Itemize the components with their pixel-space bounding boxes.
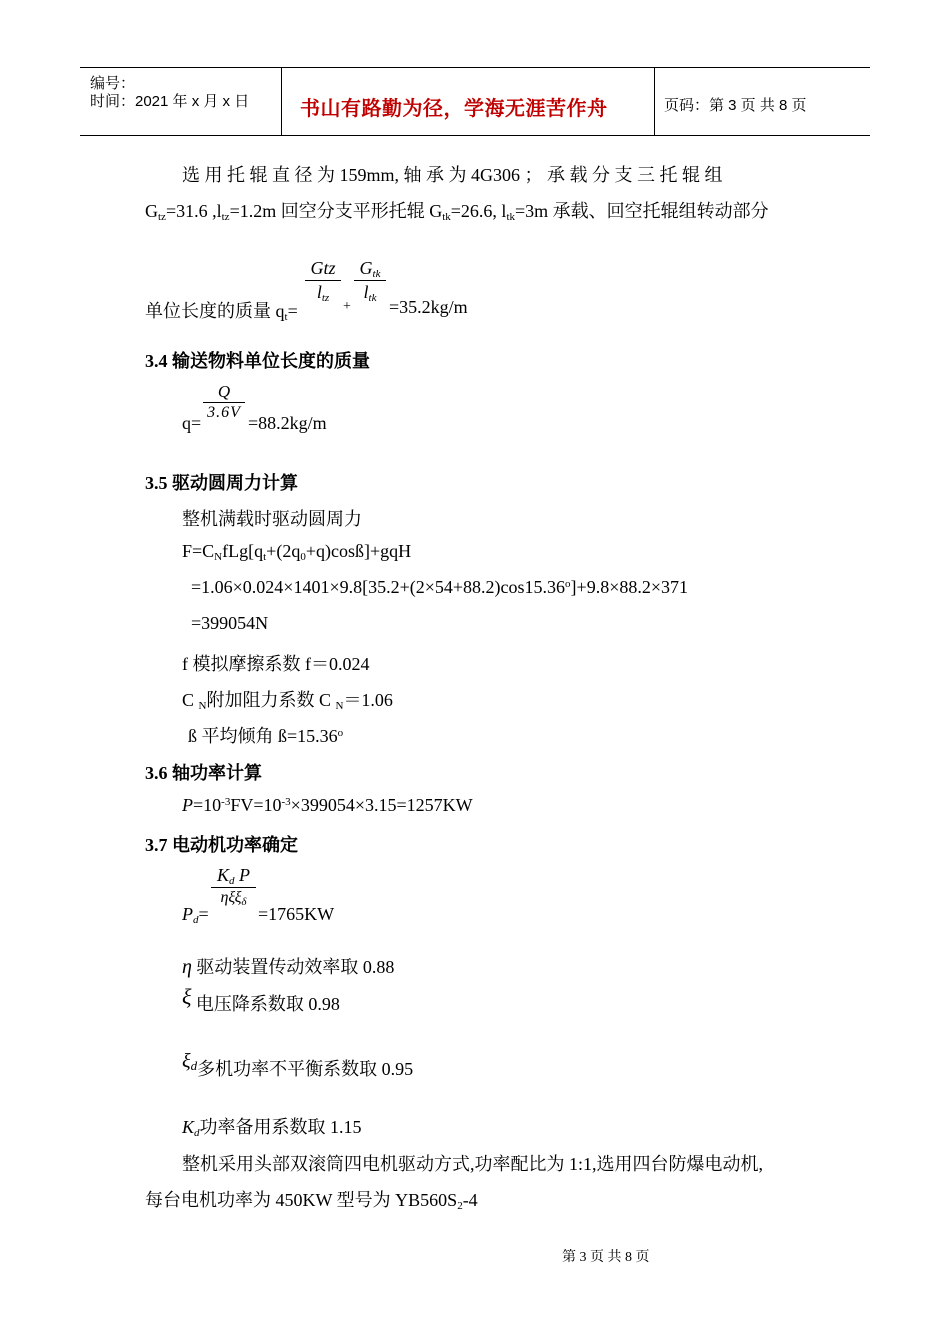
heading-3-5: 3.5 驱动圆周力计算	[145, 473, 298, 493]
header-motto: 书山有路勤为径，学海无涯苦作舟	[300, 98, 608, 120]
paragraph-idler-line2: $G_{tz}=31.6$ $,l_{tz}=1.2m$ 回空分支平形托辊 $G_{tk}=26.6$, $l_{tk}=3m$ 承载、回空托辊组转动部分	[145, 201, 769, 223]
drive-force-intro: 整机满载时驱动圆周力	[182, 509, 362, 529]
final-paragraph-line1: 整机采用头部双滚筒四电机驱动方式,功率配比为 1:1,选用四台防爆电动机,	[182, 1154, 763, 1174]
heading-3-7: 3.7 电动机功率确定	[145, 835, 298, 855]
material-mass-result: =88.2kg/m	[248, 413, 327, 433]
paragraph-idler-line1: 选 用 托 辊 直 径 为 159mm, 轴 承 为 4G306 ； 承 载 分 支 三 托 辊 组	[182, 165, 723, 185]
plus-sign: +	[343, 299, 351, 314]
drive-force-formula: $F=C_NfLg[q_t+(2q_0+q)\cos ß]+gqH$	[182, 541, 412, 563]
unit-mass-result: =35.2kg/m	[389, 297, 468, 317]
drive-force-calc: $=1.06\times 0.024\times 1401\times 9.8[35.2+(2\times 54+88.2)\cos 15.36^o]+9.8\times 88.2\times 371$	[191, 577, 688, 597]
fraction-denominator: $l_{tk}$	[363, 282, 377, 304]
heading-3-4: 3.4 输送物料单位长度的质量	[145, 351, 370, 371]
fraction-denominator: 3.6V	[207, 404, 241, 421]
eta-definition: η 驱动装置传动效率取 0.88	[182, 956, 395, 978]
unit-mass-label: 单位长度的质量 $q_t=$	[145, 301, 298, 323]
header-divider-2	[654, 67, 655, 136]
fraction-bar	[203, 402, 245, 403]
fraction-gtz-ltz	[305, 258, 341, 304]
drive-force-result: =399054N	[191, 613, 269, 633]
heading-3-6: 3.6 轴功率计算	[145, 763, 262, 783]
fraction-bar	[354, 280, 386, 281]
resistance-coefficient: C $_N$附加阻力系数 C $_N$＝1.06	[182, 690, 393, 712]
fraction-denominator: $l_{tz}$	[316, 282, 330, 304]
final-paragraph-line2: 每台电机功率为 450KW 型号为 $YB560S_2-4$	[145, 1190, 478, 1212]
fraction-q-3.6v	[203, 382, 245, 422]
motor-power-result: =1765KW	[258, 904, 335, 924]
fraction-numerator: $K_d$ P	[216, 865, 250, 887]
eta-symbol: η	[182, 956, 192, 978]
motor-power-label: $P_d=$	[182, 904, 209, 926]
fraction-numerator: Gtz	[310, 258, 336, 278]
header-divider-1	[281, 67, 282, 136]
footer-page-number: 第 3 页 共 8 页	[562, 1250, 650, 1265]
fraction-denominator: ηξξ$_\delta$	[220, 889, 247, 908]
shaft-power-calc: $P=10^{-3}FV=10^{-3}\times 399054\times 3.15=1257KW$	[182, 795, 473, 815]
fraction-gtk-ltk	[354, 258, 386, 304]
xi-definition: ξ 电压降系数取 0.98	[182, 984, 340, 1014]
fraction-bar	[211, 887, 256, 888]
header-bottom-border	[80, 135, 870, 136]
fraction-bar	[305, 280, 341, 281]
header-top-border	[80, 67, 870, 68]
fraction-numerator: $G_{tk}$	[359, 258, 381, 280]
header-date: 时间：2021 年 x 月 x 日	[90, 93, 250, 110]
header-doc-number: 编号：	[90, 75, 136, 92]
average-inclination: ß 平均倾角 $ß=15.36^o$	[188, 726, 344, 746]
xi-symbol: ξ	[182, 984, 192, 1009]
material-mass-label: q=	[182, 413, 202, 433]
xi-d-definition: $\xi_d$多机功率不平衡系数取 0.95	[182, 1050, 414, 1079]
xi-d-symbol: $\xi_d$	[182, 1050, 198, 1073]
friction-coefficient: f 模拟摩擦系数 f＝0.024	[182, 654, 370, 674]
kd-definition: $K_d$功率备用系数取 1.15	[182, 1117, 362, 1139]
fraction-numerator: Q	[217, 382, 231, 401]
fraction-motor-power	[211, 865, 256, 908]
header-page-info: 页码：第 3 页 共 8 页	[664, 97, 807, 114]
